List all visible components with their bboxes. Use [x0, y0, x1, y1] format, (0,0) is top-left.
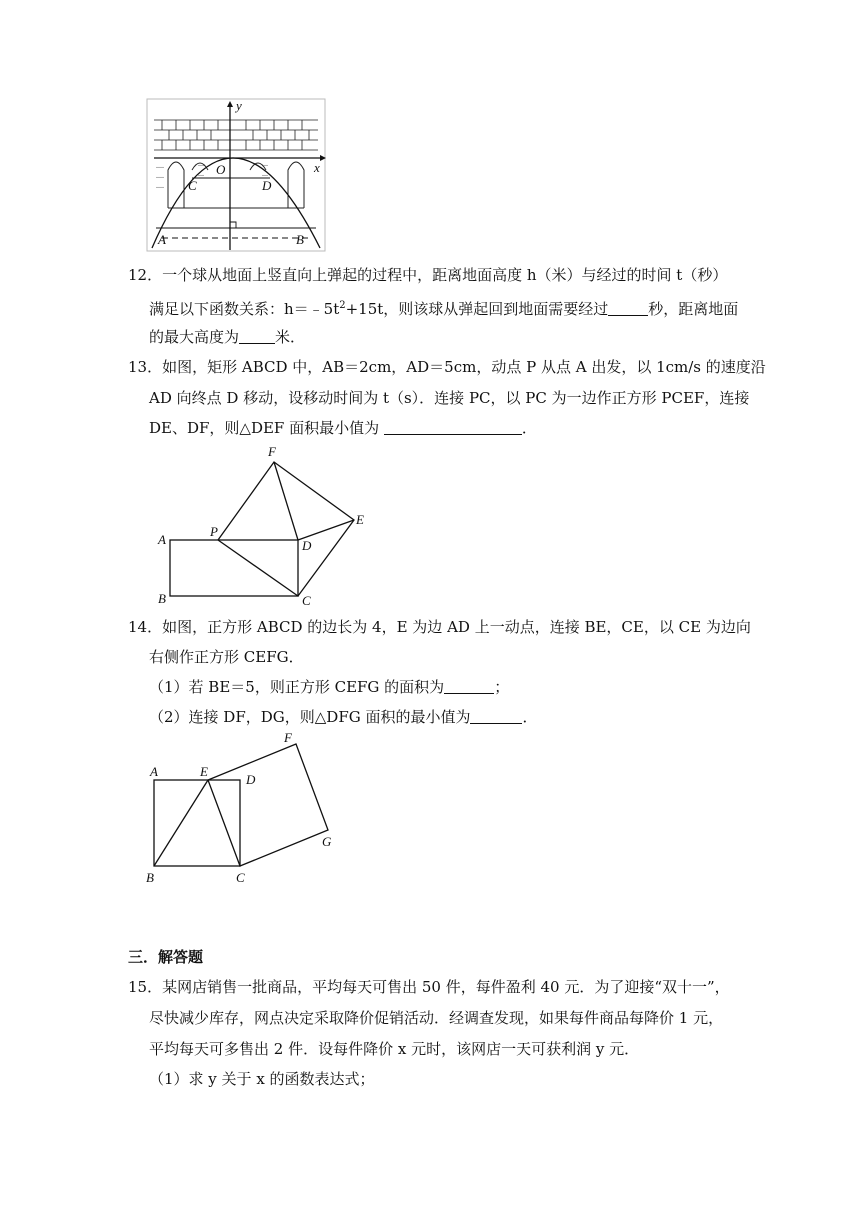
label-x: x — [314, 160, 320, 175]
q14-number: 14． — [128, 618, 163, 636]
rectangle-abcd — [170, 540, 298, 596]
q12-number: 12． — [128, 266, 163, 284]
q12-answer-blank-2[interactable] — [239, 327, 275, 344]
svg-text:∙∙∙: ∙∙∙ — [262, 161, 268, 170]
fig13-label-E: E — [356, 512, 364, 527]
fig14-label-F: F — [284, 730, 292, 745]
q15-text-2: 尽快减少库存，网点决定采取降价促销活动．经调查发现，如果每件商品每降价 1 元， — [149, 1009, 724, 1027]
q14-part-2 — [149, 706, 538, 728]
label-O: O — [216, 162, 226, 177]
fig13-label-A: A — [158, 532, 166, 547]
q13-answer-blank[interactable] — [384, 418, 522, 435]
q12-line-1 — [128, 264, 727, 286]
q14-text-2: 右侧作正方形 CEFG． — [149, 648, 304, 666]
q13-text-3b: ． — [521, 419, 537, 437]
q14-part-1 — [149, 676, 509, 698]
fig13-label-F: F — [268, 444, 276, 459]
q14-answer-blank-2[interactable] — [470, 707, 522, 724]
svg-text:∙∙∙: ∙∙∙ — [198, 161, 204, 170]
q13-text-1: 如图，矩形 ABCD 中，AB＝2cm，AD＝5cm，动点 P 从点 A 出发，以 1cm/s 的速度沿 — [162, 358, 766, 376]
section-title-answer-questions: 三．解答题 — [128, 948, 204, 966]
rectangle-square-figure — [154, 440, 374, 608]
q13-text-3a: DE、DF，则△DEF 面积最小值为 — [149, 419, 380, 437]
fig13-label-B: B — [158, 591, 166, 606]
q12-text-2c: 秒，距离地面 — [648, 300, 739, 318]
q13-line-1 — [128, 356, 766, 378]
q14-text-1: 如图，正方形 ABCD 的边长为 4，E 为边 AD 上一动点，连接 BE，CE，以 CE 为边向 — [162, 618, 751, 636]
q13-text-2: AD 向终点 D 移动，设移动时间为 t（s）．连接 PC，以 PC 为一边作正方形 PCEF，连接 — [149, 389, 750, 407]
fig13-label-C: C — [302, 593, 311, 608]
q13-line-2 — [149, 387, 749, 409]
fig14-label-B: B — [146, 870, 154, 885]
fig14-label-E: E — [200, 764, 208, 779]
q15-line-3 — [149, 1038, 639, 1060]
q12-text-2b: +15t，则该球从弹起回到地面需要经过 — [345, 300, 609, 318]
q12-text-3a: 的最大高度为 — [149, 328, 240, 346]
q15-number: 15． — [128, 978, 163, 996]
q12-superscript: 2 — [339, 300, 346, 311]
square-abcd — [154, 780, 240, 866]
svg-text:∙∙∙∙: ∙∙∙∙ — [156, 163, 164, 172]
label-C: C — [188, 178, 197, 193]
q12-text-1: 一个球从地面上竖直向上弹起的过程中，距离地面高度 h（米）与经过的时间 t（秒） — [162, 266, 728, 284]
fig14-label-A: A — [150, 764, 158, 779]
fig13-label-D: D — [302, 538, 312, 553]
q12-answer-blank-1[interactable] — [608, 299, 648, 316]
fig13-label-P: P — [210, 524, 218, 539]
q12-text-2a: 满足以下函数关系：h＝﹣5t — [149, 300, 340, 318]
q15-part1-text: （1）求 y 关于 x 的函数表达式； — [149, 1070, 375, 1088]
fig14-label-D: D — [246, 772, 256, 787]
square-cefg-figure — [142, 728, 352, 888]
label-y: y — [236, 98, 242, 113]
q15-part-1 — [149, 1068, 375, 1090]
svg-text:∙∙∙: ∙∙∙ — [198, 171, 204, 180]
q14-part2-text: （2）连接 DF，DG，则△DFG 面积的最小值为 — [149, 708, 471, 726]
q15-text-1: 某网店销售一批商品，平均每天可售出 50 件，每件盈利 40 元．为了迎接“双十一”， — [162, 978, 730, 996]
q13-line-3 — [149, 417, 537, 439]
label-D: D — [262, 178, 272, 193]
q13-number: 13． — [128, 358, 163, 376]
q15-text-3: 平均每天可多售出 2 件．设每件降价 x 元时，该网店一天可获利润 y 元． — [149, 1040, 640, 1058]
square-cefg — [208, 744, 328, 866]
q12-text-3b: 米． — [275, 328, 306, 346]
q14-part1-text: （1）若 BE＝5，则正方形 CEFG 的面积为 — [149, 678, 445, 696]
q14-line-1 — [128, 616, 751, 638]
q12-line-2 — [149, 295, 738, 320]
q14-answer-blank-1[interactable] — [444, 677, 494, 694]
label-A: A — [158, 232, 166, 247]
q15-line-1 — [128, 976, 730, 998]
svg-text:∙∙∙∙: ∙∙∙∙ — [156, 173, 164, 182]
fig14-label-G: G — [322, 834, 332, 849]
label-B: B — [296, 232, 304, 247]
bridge-parabola-figure — [146, 98, 328, 254]
fig14-label-C: C — [236, 870, 245, 885]
q14-line-2 — [149, 646, 304, 668]
square-pcef — [218, 462, 354, 596]
q14-part1-end: ； — [494, 678, 510, 696]
q12-line-3 — [149, 326, 305, 348]
svg-text:∙∙∙∙: ∙∙∙∙ — [156, 183, 164, 192]
q14-part2-end: ． — [522, 708, 538, 726]
svg-text:∙∙∙: ∙∙∙ — [262, 171, 268, 180]
q15-line-2 — [149, 1007, 723, 1029]
